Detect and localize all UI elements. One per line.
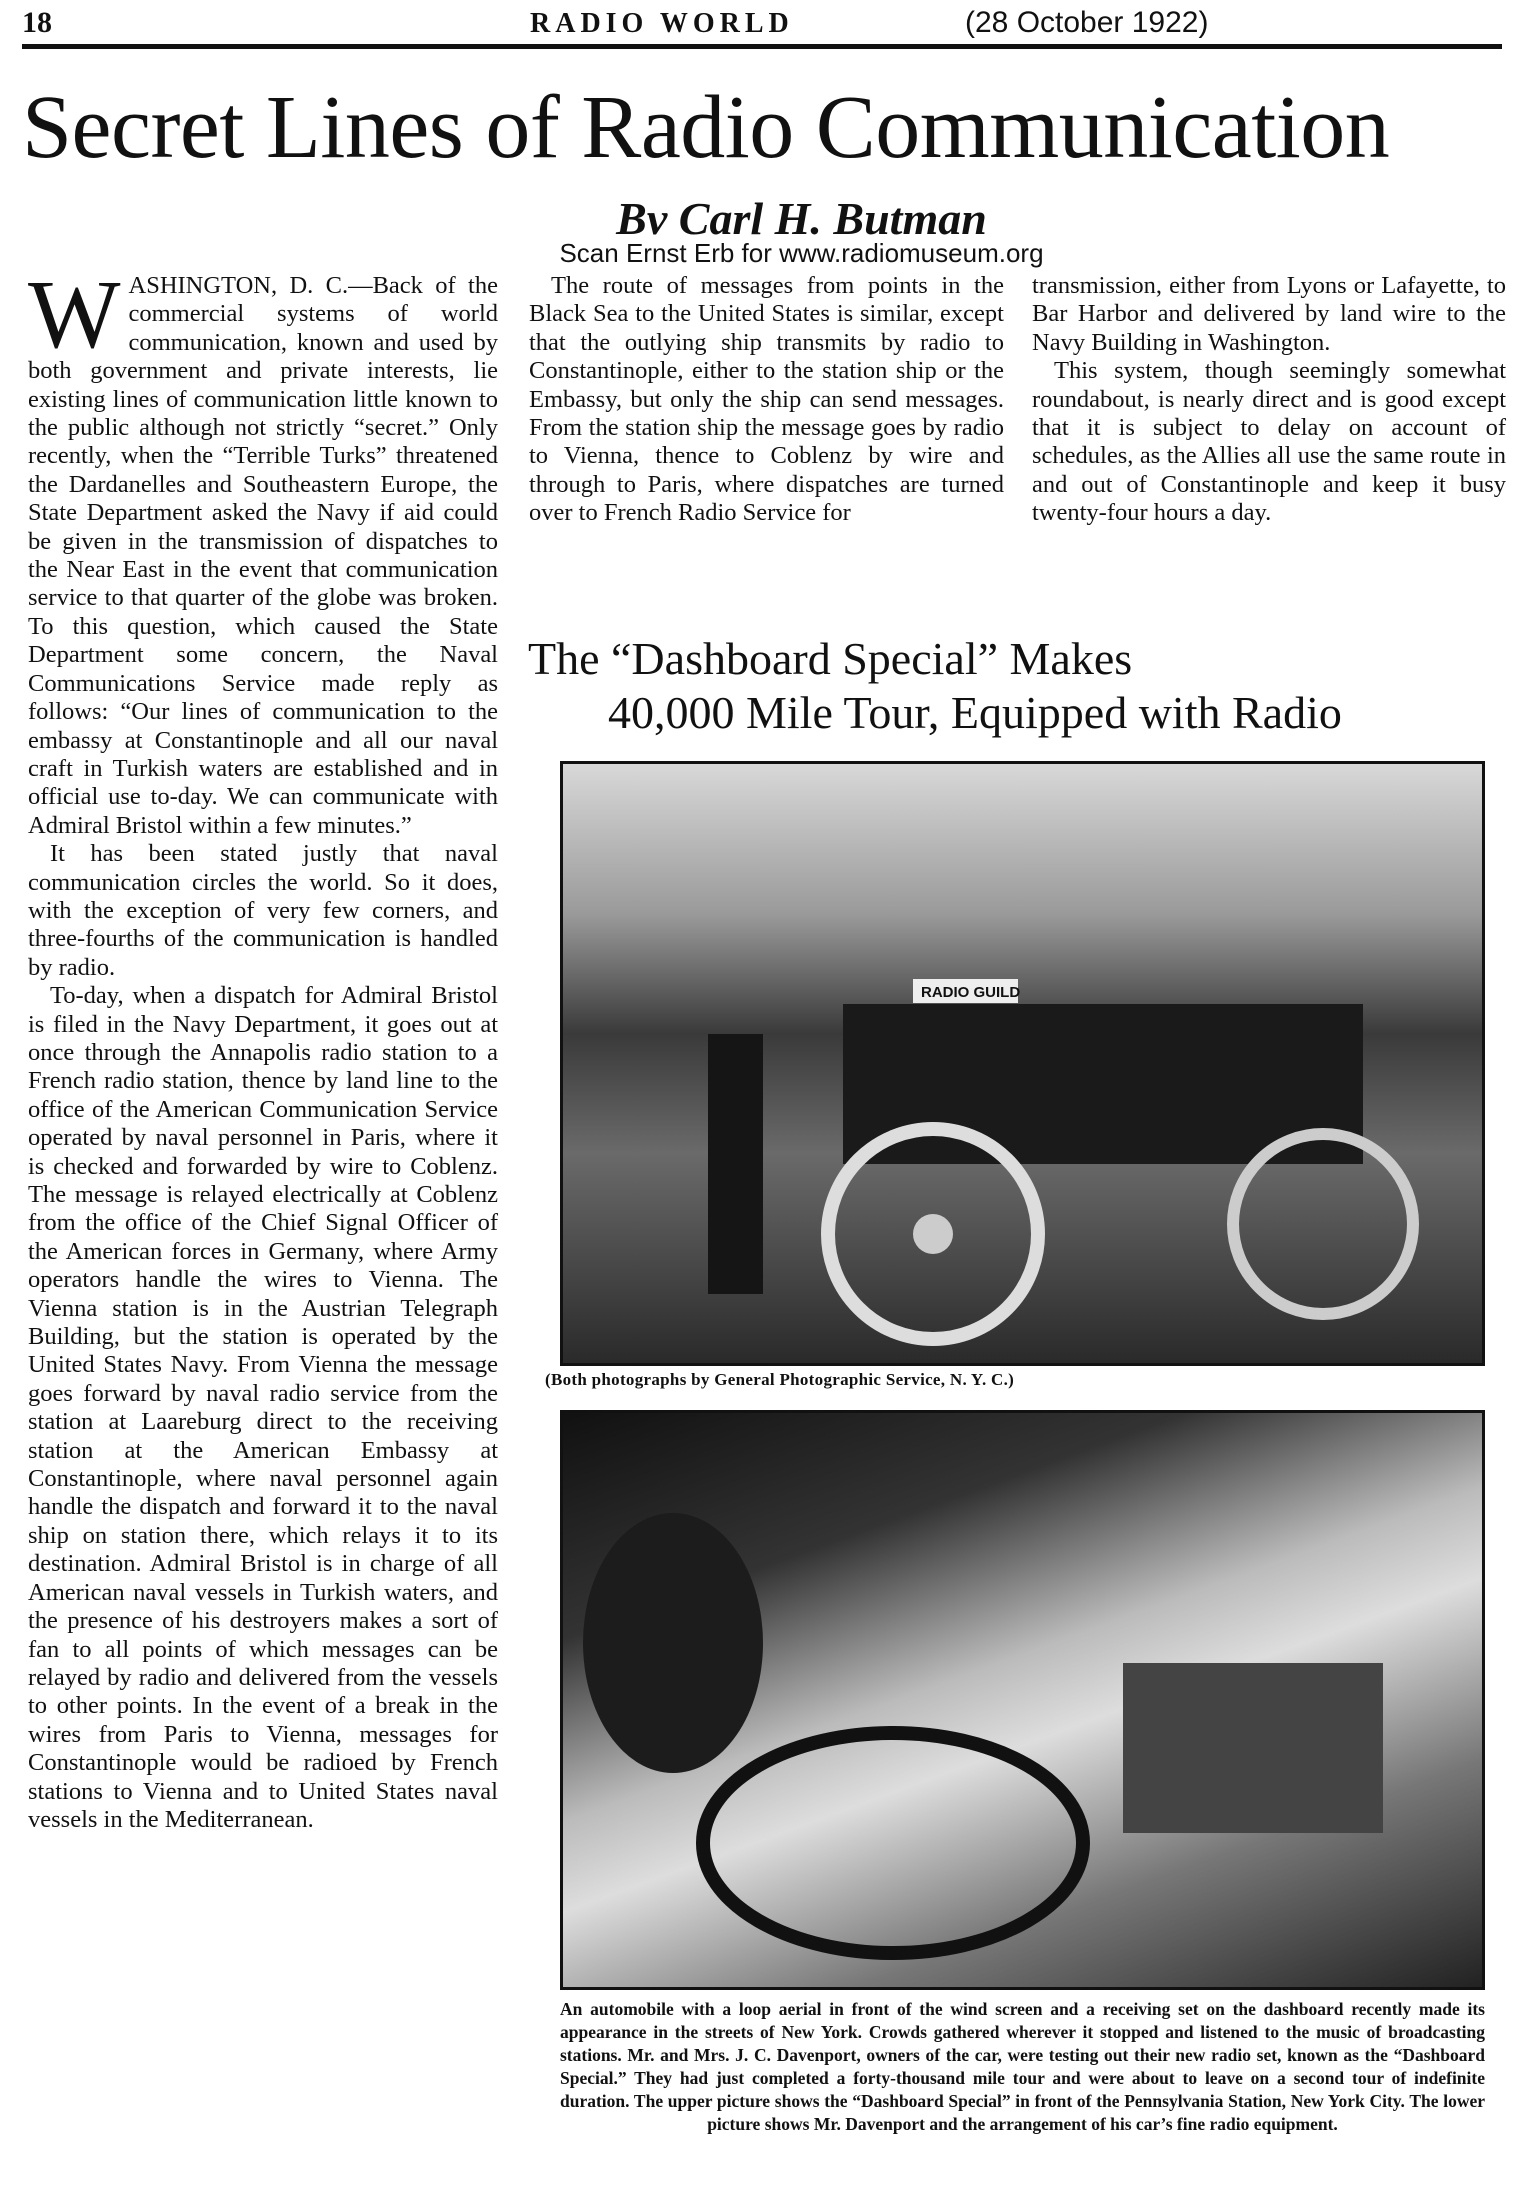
- article-paragraph: The route of messages from points in the Black Sea to the United States is similar, except that the outlying ship transmits by radio to Constantinople, either to the station ship or the Embassy, but only the ship can send messages. From the station ship the message goes by radio to Vienna, thence to Coblenz by wire and through to Paris, where dispatches are turned over to French Radio Service for: [529, 272, 1004, 527]
- photo-credit: (Both photographs by General Photographic Service, N. Y. C.): [545, 1370, 1015, 1389]
- article-title: Secret Lines of Radio Communication: [22, 78, 1390, 177]
- drop-cap: W: [28, 261, 121, 369]
- article-paragraph: To-day, when a dispatch for Admiral Bristol is filed in the Navy Department, it goes out at once through the Annapolis radio station to a French radio station, thence by land line to the office of the American Communication Service operated by naval personnel in Paris, where it is checked and forwarded by wire to Coblenz. The message is relayed electrically at Coblenz from the office of the Chief Signal Officer of the American forces in Germany, where Army operators handle the wires to Vienna. The Vienna station is in the Austrian Telegraph Building, but the station is operated by the United States Navy. From Vienna the message goes forward by naval radio service from the station at Laareburg direct to the receiving station at the American Embassy at Constantinople, where naval personnel again handle the dispatch and forward it to the naval ship on station there, which relays it to its destination. Admiral Bristol is in charge of all American naval vessels in Turkish waters, and the presence of his destroyers makes a sort of fan to all points of which messages can be relayed by radio and delivered from the vessels to other points. In the event of a break in the wires from Paris to Vienna, messages for Constantinople would be radioed by French stations to Vienna and to United States naval vessels in the Mediterranean.: [28, 982, 498, 1833]
- article-paragraph: This system, though seemingly somewhat roundabout, is nearly direct and is good except that it is subject to delay on account of schedules, as the Allies all use the same route in and out of Constantinople and keep it busy twenty-four hours a day.: [1032, 357, 1506, 527]
- article-column-1: [28, 261, 498, 1834]
- article-paragraph: WASHINGTON, D. C.—Back of the commercial systems of world communication, known and used by both government and private interests, lie existing lines of communication little known to the public although not strictly “secret.” Only recently, when the “Terrible Turks” threatened the Dardanelles and Southeastern Europe, the State Department asked the Navy if aid could be given in the transmission of dispatches to the Near East in the event that communication service to that quarter of the globe was broken. To this question, which caused the State Department some concern, the Naval Communications Service made reply as follows: “Our lines of communication to the embassy at Constantinople and all our naval craft in Turkish waters are established and in official use to-day. We can communicate with Admiral Bristol within a few minutes.”: [28, 261, 498, 839]
- article-column-2: [529, 272, 1004, 528]
- page-number: 18: [22, 6, 52, 39]
- sidebar-headline: The “Dashboard Special” Makes 40,000 Mile Tour, Equipped with Radio: [528, 633, 1342, 738]
- interior-illustration: [563, 1413, 1485, 1990]
- article-paragraph: transmission, either from Lyons or Lafayette, to Bar Harbor and delivered by land wire to the Navy Building in Washington.: [1032, 272, 1506, 356]
- photo-sign-text: RADIO GUILD: [921, 984, 1021, 1001]
- photo-car-with-crowd: [560, 761, 1485, 1366]
- article-paragraph: It has been stated justly that naval communication circles the world. So it does, with the exception of very few corners, and three-fourths of the communication is handled by radio.: [28, 840, 498, 981]
- header-rule: [22, 44, 1502, 49]
- photo-caption: An automobile with a loop aerial in front of the wind screen and a receiving set on the dashboard recently made its appearance in the streets of New York. Crowds gathered wherever it stopped and listened to the music of broadcasting stations. Mr. and Mrs. J. C. Davenport, owners of the car, were testing out their new radio set, known as the “Dashboard Special.” They had just completed a forty-thousand mile tour and were about to leave on a second tour of indefinite duration. The upper picture shows the “Dashboard Special” in front of the Pennsylvania Station, New York City. The lower picture shows Mr. Davenport and the arrangement of his car’s fine radio equipment.: [560, 1999, 1485, 2134]
- car-illustration: [563, 764, 1485, 1366]
- byline: Bv Carl H. Butman: [616, 193, 987, 244]
- scan-credit: Scan Ernst Erb for www.radiomuseum.org: [559, 238, 1044, 268]
- photo-car-interior: [560, 1410, 1485, 1990]
- article-column-3: [1032, 272, 1506, 528]
- issue-date: (28 October 1922): [965, 6, 1209, 39]
- publication-name: RADIO WORLD: [530, 8, 794, 39]
